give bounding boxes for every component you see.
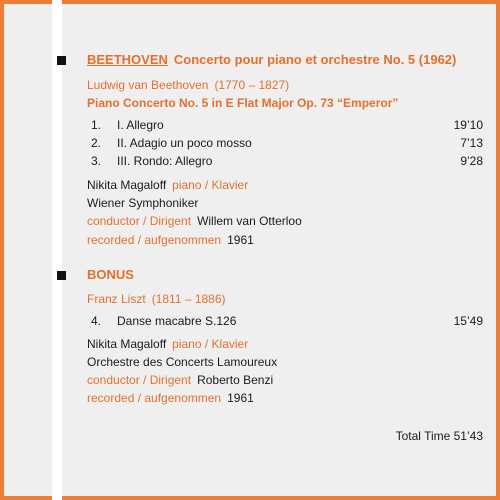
track-number: 4. [91,314,102,328]
conductor-line [87,373,273,387]
frame-left [0,0,4,500]
conductor-line [87,214,302,228]
recorded-line [87,391,254,405]
recorded-label: recorded / aufgenommen [87,391,222,405]
soloist-name: Nikita Magaloff [87,337,167,351]
track-duration: 15’49 [453,314,483,328]
composer-full-name: Franz Liszt [87,292,146,306]
frame-top [0,0,500,4]
track-number: 1. [91,118,102,132]
bonus-heading: BONUS [87,267,134,282]
soloist-line [87,178,248,192]
composer-line [87,78,289,92]
section-bullet [57,56,66,65]
composer-heading: BEETHOVEN [87,52,168,67]
track-duration: 19’10 [453,118,483,132]
orchestra-name: Wiener Symphoniker [87,196,199,210]
booklet-spine [52,0,62,500]
orchestra-name: Orchestre des Concerts Lamoureux [87,355,278,369]
work-heading: Concerto pour piano et orchestre No. 5 (1962) [173,52,457,67]
frame-bottom [0,496,500,500]
composer-dates: (1811 – 1886) [151,292,226,306]
composer-line [87,292,226,306]
soloist-role: piano / Klavier [172,337,249,351]
section-bullet [57,271,66,280]
recorded-label: recorded / aufgenommen [87,233,222,247]
frame-right [496,0,500,500]
soloist-role: piano / Klavier [172,178,249,192]
track-title: II. Adagio un poco mosso [117,136,252,150]
recorded-year: 1961 [227,391,254,405]
soloist-name: Nikita Magaloff [87,178,167,192]
section-heading [87,53,456,67]
track-title: III. Rondo: Allegro [117,154,213,168]
track-title: I. Allegro [117,118,164,132]
soloist-line [87,337,248,351]
recorded-line [87,233,254,247]
conductor-name: Willem van Otterloo [197,214,302,228]
conductor-name: Roberto Benzi [197,373,274,387]
composer-dates: (1770 – 1827) [214,78,290,92]
track-duration: 7’13 [460,136,483,150]
work-full-title: Piano Concerto No. 5 in E Flat Major Op. 73 “Emperor” [87,96,399,110]
track-number: 3. [91,154,102,168]
track-number: 2. [91,136,102,150]
total-time: Total Time 51’43 [395,429,483,443]
conductor-label: conductor / Dirigent [87,373,192,387]
recorded-year: 1961 [227,233,254,247]
track-title: Danse macabre S.126 [117,314,237,328]
composer-full-name: Ludwig van Beethoven [87,78,209,92]
track-duration: 9’28 [460,154,483,168]
conductor-label: conductor / Dirigent [87,214,192,228]
